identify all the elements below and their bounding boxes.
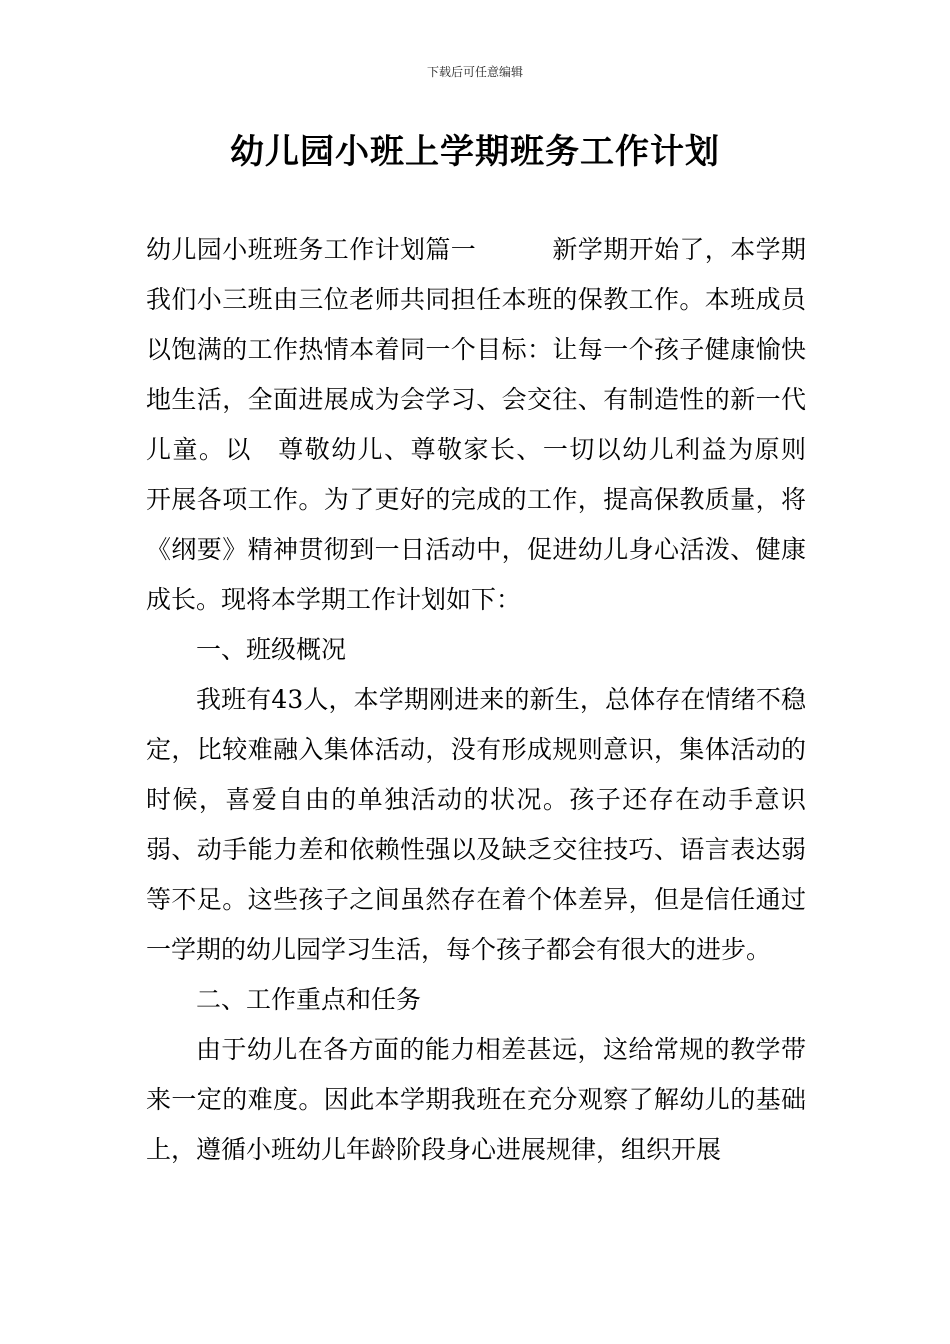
document-body (146, 225, 832, 1175)
paragraph-intro: 幼儿园小班班务工作计划篇一 新学期开始了，本学期我们小三班由三位老师共同担任本班的保教工作。本班成员以饱满的工作热情本着同一个目标：让每一个孩子健康愉快地生活，全面进展成为会学习、会交往、有制造性的新一代儿童。以 尊敬幼儿、尊敬家长、一切以幼儿利益为原则 开展各项工作。为了更好的完成的工作，提高保教质量，将《纲要》精神贯彻到一日活动中，促进幼儿身心活泼、健康成长。现将本学期工作计划如下： (146, 235, 832, 614)
section-heading-class-overview: 一、班级概况 (196, 635, 347, 664)
section-heading-work-focus: 二、工作重点和任务 (196, 985, 422, 1014)
paragraph-class-overview: 我班有43人，本学期刚进来的新生，总体存在情绪不稳定，比较难融入集体活动，没有形成规则意识，集体活动的时候，喜爱自由的单独活动的状况。孩子还存在动手意识弱、动手能力差和依赖性强以及缺乏交往技巧、语言表达弱等不足。这些孩子之间虽然存在着个体差异，但是信任通过一学期的幼儿园学习生活，每个孩子都会有很大的进步。 (146, 685, 806, 964)
document-title: 幼儿园小班上学期班务工作计划 (230, 132, 720, 172)
paragraph-work-focus: 由于幼儿在各方面的能力相差甚远，这给常规的教学带来一定的难度。因此本学期我班在充分观察了解幼儿的基础上，遵循小班幼儿年龄阶段身心进展规律，组织开展 (146, 1035, 806, 1164)
page-header-note: 下载后可任意编辑 (426, 65, 523, 79)
